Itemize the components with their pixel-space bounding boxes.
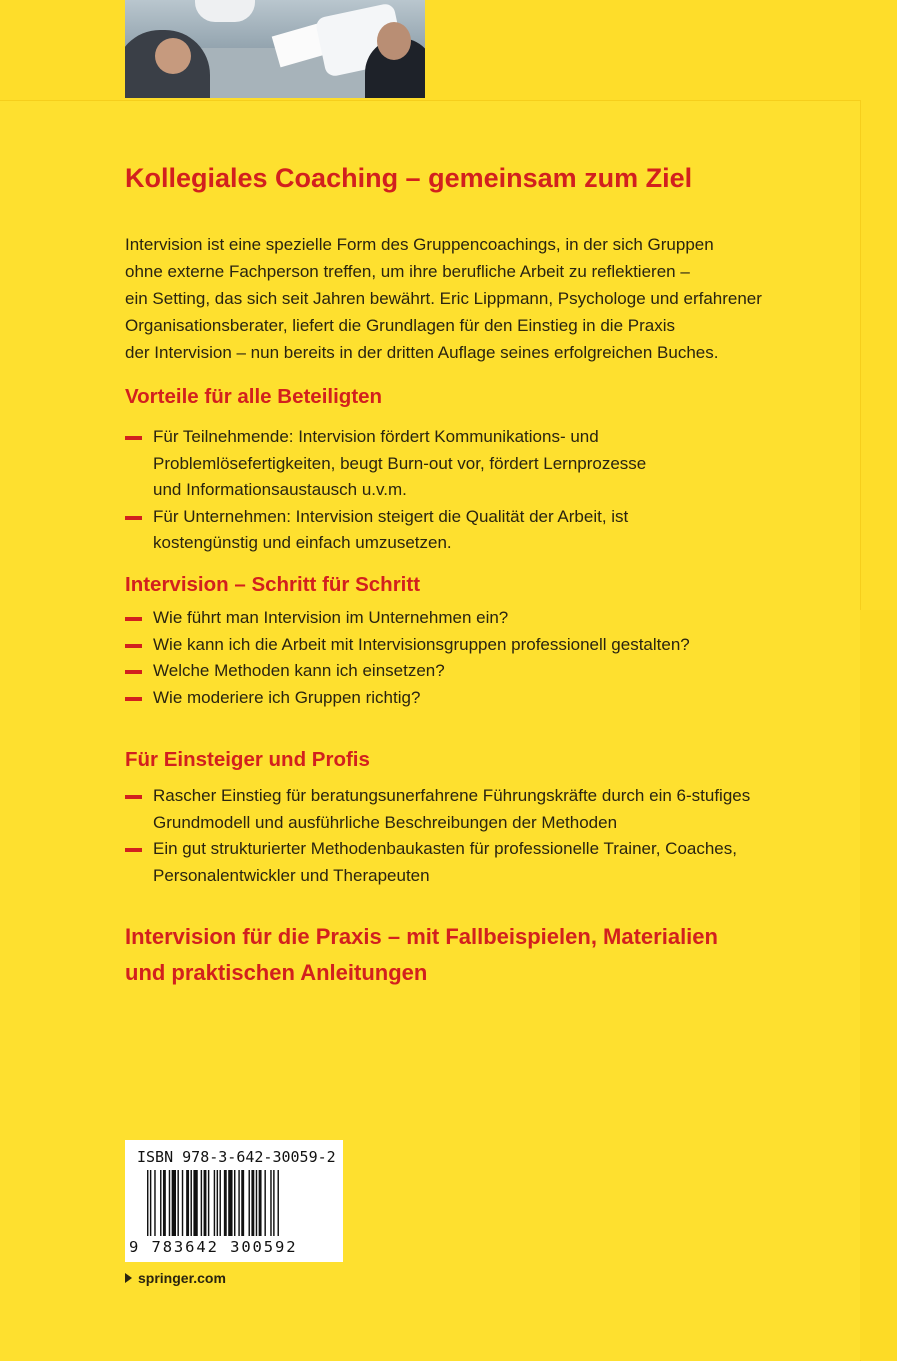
barcode-bar: [204, 1170, 207, 1236]
list-item-line: Wie moderiere ich Gruppen richtig?: [153, 687, 421, 707]
barcode-bar: [150, 1170, 151, 1236]
barcode-bar: [256, 1170, 257, 1236]
barcode-bar: [238, 1170, 239, 1236]
barcode-bar: [251, 1170, 254, 1236]
list-item-line: Grundmodell und ausführliche Beschreibungen der Methoden: [153, 812, 618, 832]
isbn-label: ISBN 978-3-642-30059-2: [137, 1148, 336, 1166]
barcode-bar: [220, 1170, 221, 1236]
barcode-bar: [278, 1170, 279, 1236]
barcode-bar: [270, 1170, 271, 1236]
barcode-digits: 9 783642 300592: [129, 1238, 298, 1256]
barcode-bar: [177, 1170, 178, 1236]
barcode-bar: [217, 1170, 218, 1236]
barcode-bars: [147, 1170, 327, 1236]
barcode-bar: [249, 1170, 250, 1236]
photo-person-shirt: [195, 0, 255, 22]
barcode-bar: [264, 1170, 265, 1236]
arrow-right-icon: [125, 1273, 132, 1283]
barcode-bar: [241, 1170, 244, 1236]
list-item-line: und Informationsaustausch u.v.m.: [153, 480, 407, 499]
list-item-line: Problemlösefertigkeiten, beugt Burn-out vor, fördert Lernprozesse: [153, 453, 647, 473]
intro-line: der Intervision – nun bereits in der dritten Auflage seines erfolgreichen Buches.: [125, 343, 719, 362]
list-item: [125, 504, 785, 557]
closing-line: Intervision für die Praxis – mit Fallbeispielen, Materialien: [125, 924, 718, 949]
closing-statement: [125, 919, 718, 991]
list-item: [125, 605, 785, 632]
list-item-line: Wie führt man Intervision im Unternehmen ein?: [153, 608, 509, 627]
dash-bullet-icon: [125, 644, 142, 648]
barcode-bar: [273, 1170, 274, 1236]
intro-paragraph: [125, 231, 775, 366]
publisher-link-text: springer.com: [138, 1270, 226, 1286]
page-title: Kollegiales Coaching – gemeinsam zum Ziel: [125, 163, 693, 193]
barcode-bar: [182, 1170, 183, 1236]
list-item-line: Wie kann ich die Arbeit mit Intervisionsgruppen professionell gestalten?: [153, 634, 690, 654]
photo-person-right-head: [377, 22, 411, 60]
barcode-bar: [214, 1170, 215, 1236]
closing-line: und praktischen Anleitungen: [125, 960, 428, 985]
list-item: [125, 658, 785, 685]
photo-person-left-head: [155, 38, 191, 74]
barcode-bar: [147, 1170, 148, 1236]
audience-list: [125, 783, 785, 889]
dash-bullet-icon: [125, 795, 142, 799]
barcode-bar: [259, 1170, 262, 1236]
dash-bullet-icon: [125, 617, 142, 621]
barcode-bar: [163, 1170, 166, 1236]
intro-line: Organisationsberater, liefert die Grundlagen für den Einstieg in die Praxis: [125, 316, 675, 335]
barcode-bar: [208, 1170, 209, 1236]
barcode-bar: [160, 1170, 161, 1236]
steps-list: [125, 605, 785, 711]
list-item: [125, 836, 785, 889]
intro-line: ohne externe Fachperson treffen, um ihre berufliche Arbeit zu reflektieren –: [125, 262, 690, 281]
dash-bullet-icon: [125, 848, 142, 852]
dash-bullet-icon: [125, 697, 142, 701]
list-item: [125, 632, 785, 659]
barcode-bar: [154, 1170, 155, 1236]
cover-photo: [125, 0, 425, 98]
dash-bullet-icon: [125, 436, 142, 440]
list-item: [125, 685, 785, 712]
isbn-barcode: [125, 1140, 343, 1262]
list-item-line: Für Teilnehmende: Intervision fördert Kommunikations- und: [153, 427, 599, 446]
section-heading: Für Einsteiger und Profis: [125, 748, 370, 771]
barcode-bar: [224, 1170, 227, 1236]
section-heading: Intervision – Schritt für Schritt: [125, 573, 421, 596]
barcode-bar: [186, 1170, 189, 1236]
list-item-line: Welche Methoden kann ich einsetzen?: [153, 661, 445, 680]
barcode-bar: [228, 1170, 232, 1236]
intro-line: ein Setting, das sich seit Jahren bewährt. Eric Lippmann, Psychologe und erfahrener: [125, 289, 762, 308]
barcode-bar: [193, 1170, 197, 1236]
barcode-bar: [172, 1170, 176, 1236]
barcode-bar: [234, 1170, 235, 1236]
dash-bullet-icon: [125, 516, 142, 520]
list-item: [125, 783, 785, 836]
list-item-line: kostengünstig und einfach umzusetzen.: [153, 533, 452, 552]
section-heading: Vorteile für alle Beteiligten: [125, 385, 383, 408]
list-item: [125, 424, 785, 504]
list-item-line: Für Unternehmen: Intervision steigert die Qualität der Arbeit, ist: [153, 506, 629, 526]
cover-edge-band: [860, 610, 897, 1360]
benefits-list: [125, 424, 785, 557]
barcode-bar: [169, 1170, 170, 1236]
barcode-bar: [191, 1170, 192, 1236]
barcode-bar: [201, 1170, 202, 1236]
list-item-line: Ein gut strukturierter Methodenbaukasten für professionelle Trainer, Coaches,: [153, 839, 737, 858]
dash-bullet-icon: [125, 670, 142, 674]
list-item-line: Personalentwickler und Therapeuten: [153, 865, 430, 885]
intro-line: Intervision ist eine spezielle Form des Gruppencoachings, in der sich Gruppen: [125, 235, 714, 254]
publisher-link[interactable]: [125, 1270, 226, 1286]
list-item-line: Rascher Einstieg für beratungsunerfahrene Führungskräfte durch ein 6-stufiges: [153, 786, 751, 805]
